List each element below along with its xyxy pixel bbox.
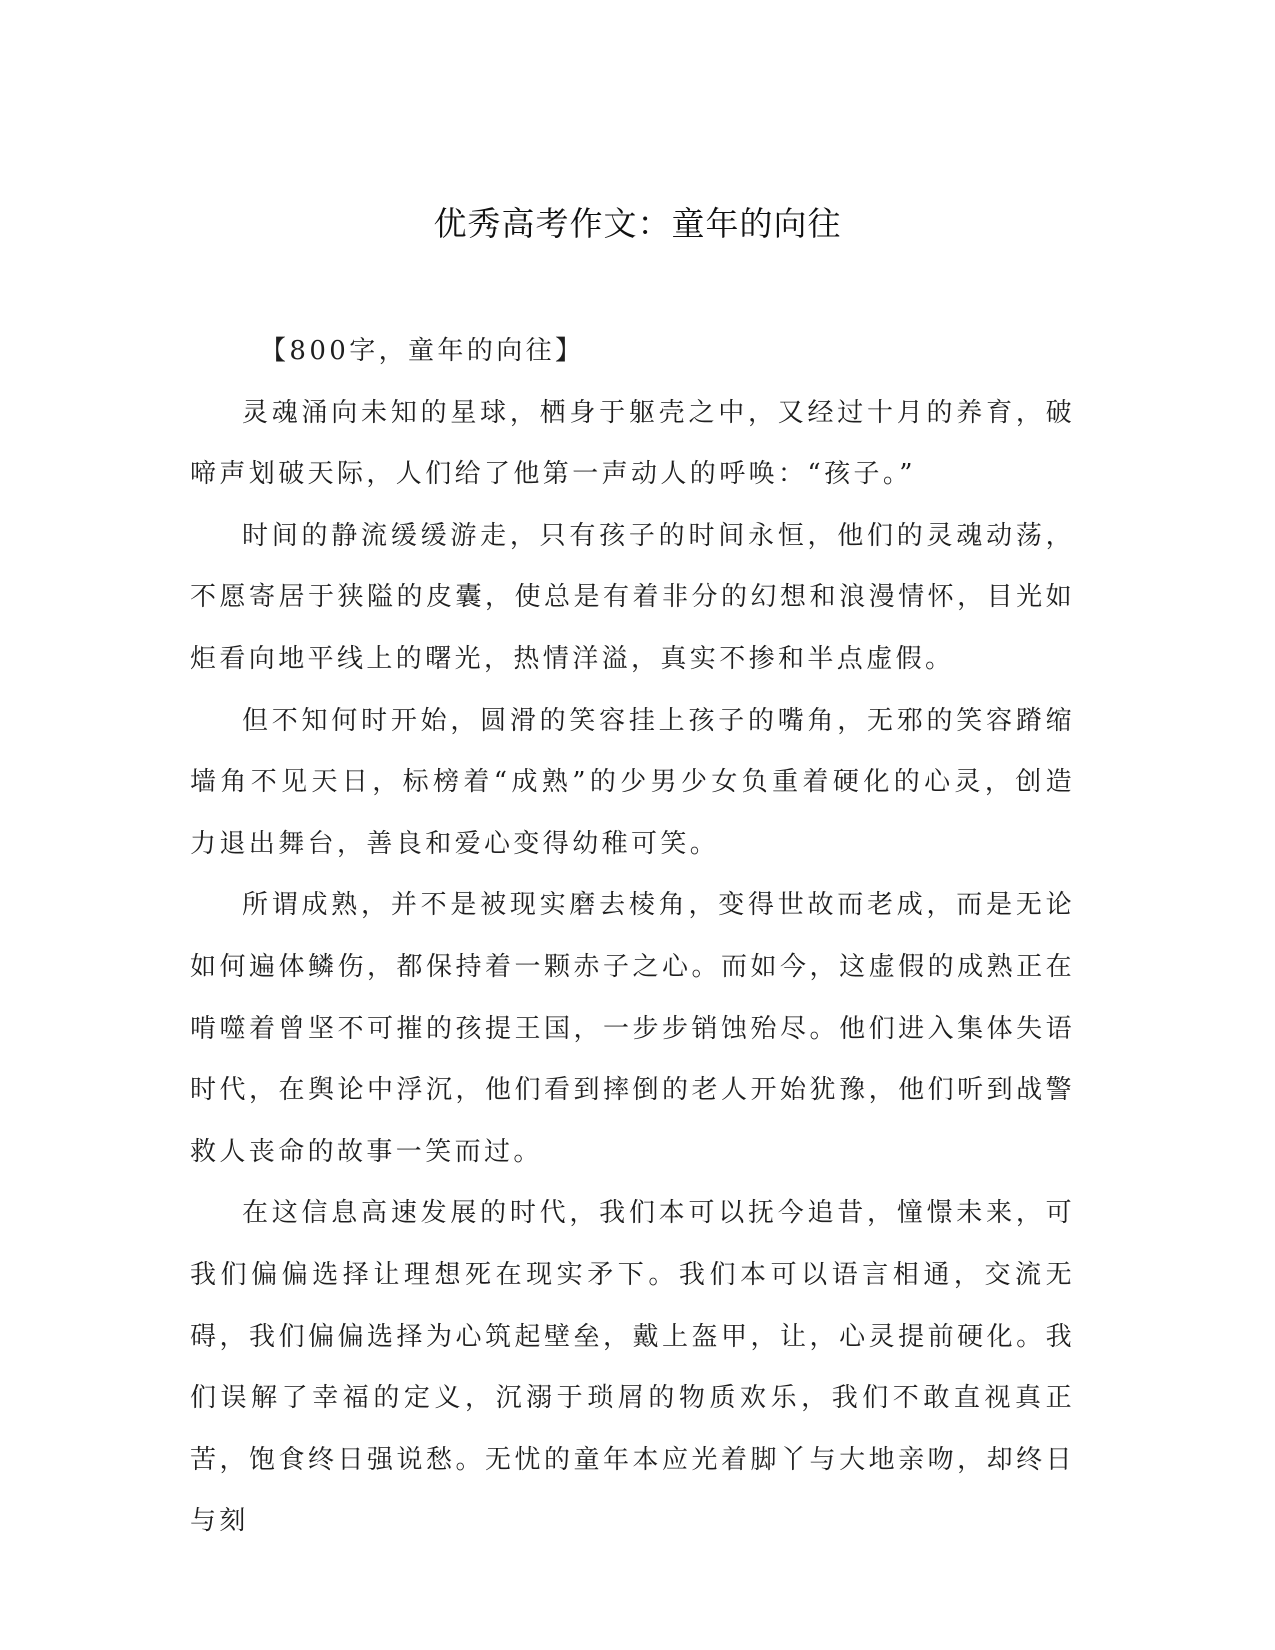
- page-title: 优秀高考作文：童年的向往: [433, 204, 842, 243]
- essay-paragraph-2: 时间的静流缓缓游走，只有孩子的时间永恒，他们的灵魂动荡，不愿寄居于狭隘的皮囊，使总是有着非分的幻想和浪漫情怀，目光如炬看向地平线上的曙光，热情洋溢，真实不掺和半点虚假。: [190, 520, 1075, 674]
- essay-subtitle: 【800字，童年的向往】: [260, 336, 585, 366]
- essay-body: [190, 321, 1075, 1553]
- essay-paragraph-1: 灵魂涌向未知的星球，栖身于躯壳之中，又经过十月的养育，破啼声划破天际，人们给了他第一声动人的呼唤：“孩子。”: [190, 397, 1075, 490]
- essay-paragraph-4: 所谓成熟，并不是被现实磨去棱角，变得世故而老成，而是无论如何遍体鳞伤，都保持着一颗赤子之心。而如今，这虚假的成熟正在啃噬着曾坚不可摧的孩提王国，一步步销蚀殆尽。他们进入集体失语时代，在舆论中浮沉，他们看到摔倒的老人开始犹豫，他们听到战警救人丧命的故事一笑而过。: [190, 890, 1075, 1167]
- essay-paragraph-3: 但不知何时开始，圆滑的笑容挂上孩子的嘴角，无邪的笑容蹐缩墙角不见天日，标榜着“成熟”的少男少女负重着硬化的心灵，创造力退出舞台，善良和爱心变得幼稚可笑。: [190, 705, 1075, 859]
- essay-paragraph-5: 在这信息高速发展的时代，我们本可以抚今追昔，憧憬未来，可我们偏偏选择让理想死在现实矛下。我们本可以语言相通，交流无碍，我们偏偏选择为心筑起壁垒，戴上盔甲，让，心灵提前硬化。我们误解了幸福的定义，沉溺于琐屑的物质欢乐，我们不敢直视真正苦，饱食终日强说愁。无忧的童年本应光着脚丫与大地亲吻，却终日与刻: [190, 1198, 1075, 1537]
